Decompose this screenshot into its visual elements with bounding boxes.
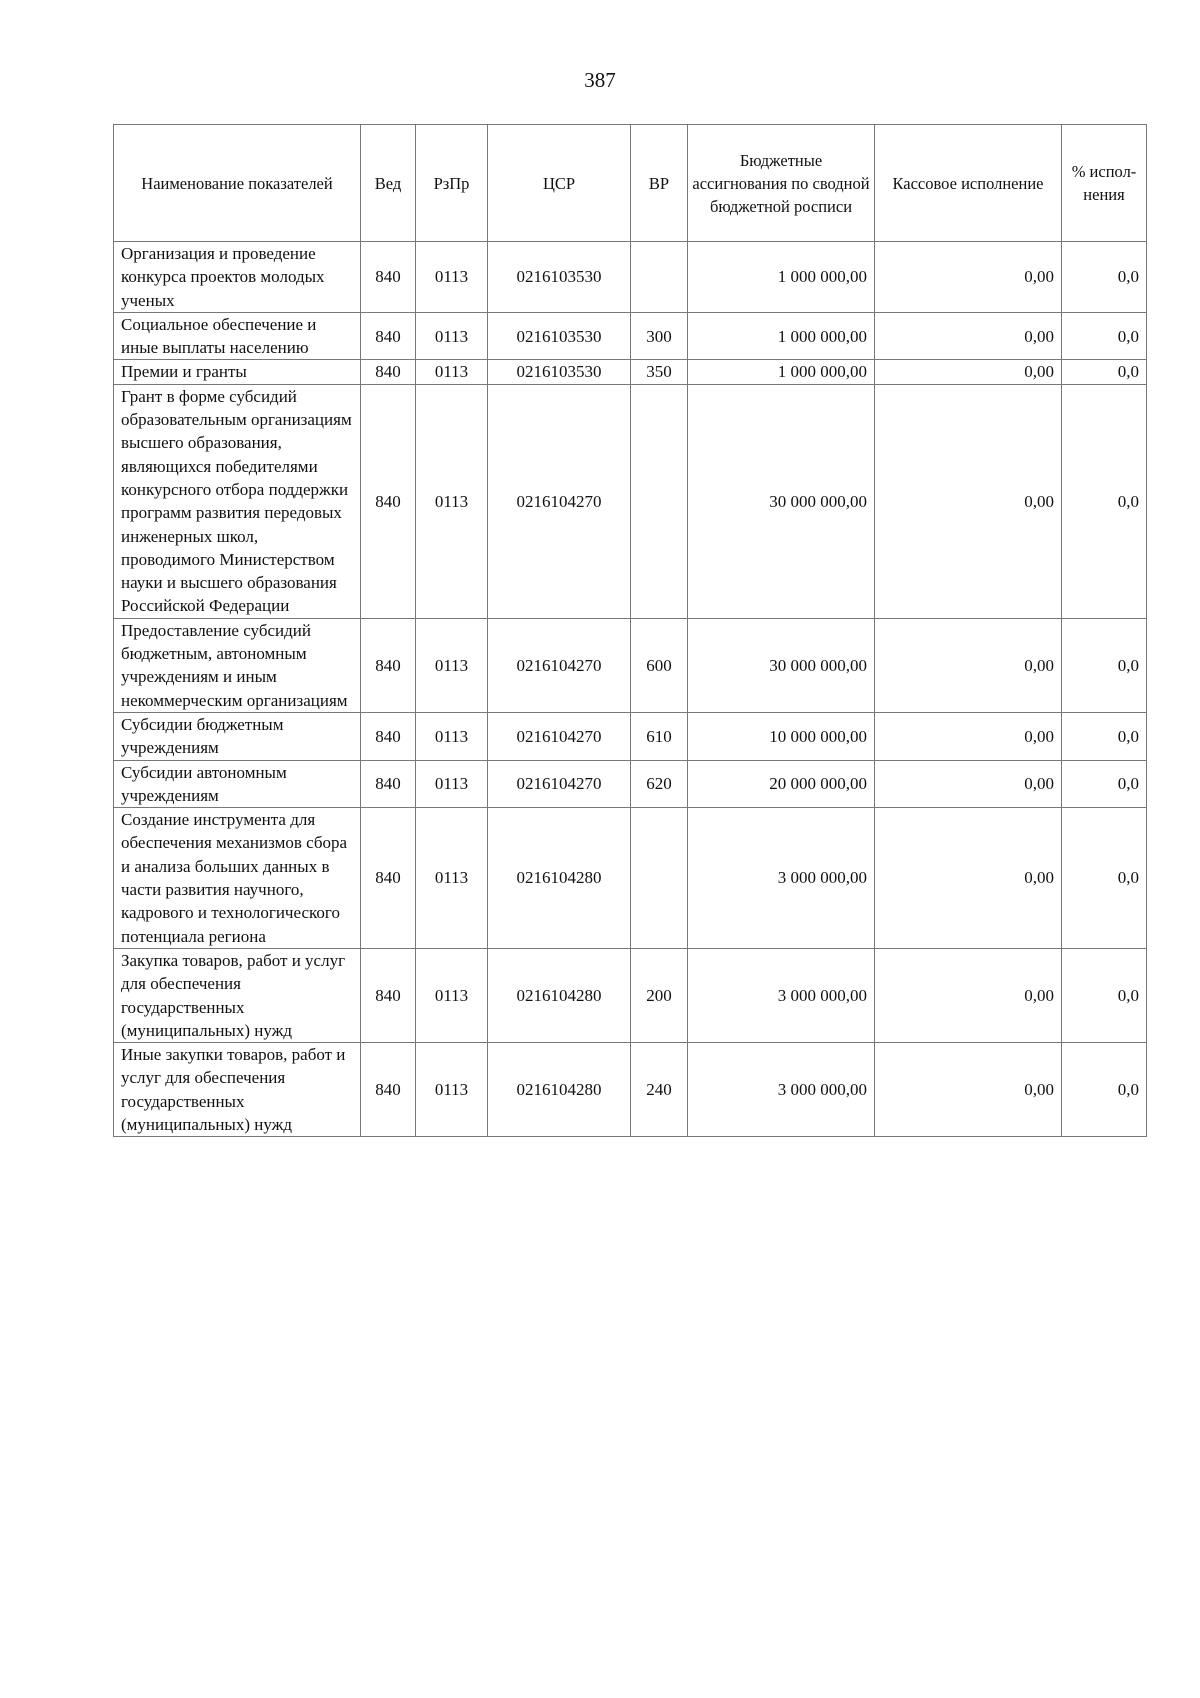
row-rzpr: 0113 [416, 712, 488, 760]
row-ved: 840 [361, 312, 416, 360]
row-budget: 1 000 000,00 [688, 242, 875, 313]
row-name: Субсидии автономным учреждениям [114, 760, 361, 808]
row-ved: 840 [361, 808, 416, 949]
table-row [114, 618, 1147, 712]
row-vr: 600 [631, 618, 688, 712]
table-row [114, 312, 1147, 360]
row-ved: 840 [361, 948, 416, 1042]
row-csr: 0216104280 [488, 1043, 631, 1137]
row-cash: 0,00 [875, 312, 1062, 360]
row-cash: 0,00 [875, 1043, 1062, 1137]
row-budget: 30 000 000,00 [688, 618, 875, 712]
row-rzpr: 0113 [416, 618, 488, 712]
table-header-row [114, 125, 1147, 242]
table-row [114, 712, 1147, 760]
row-percent: 0,0 [1062, 618, 1147, 712]
row-vr [631, 384, 688, 618]
row-name: Премии и гранты [114, 360, 361, 384]
row-ved: 840 [361, 360, 416, 384]
row-name: Социальное обеспечение и иные выплаты населению [114, 312, 361, 360]
row-name: Субсидии бюджетным учреждениям [114, 712, 361, 760]
header-vr: ВР [631, 125, 688, 242]
row-budget: 3 000 000,00 [688, 948, 875, 1042]
row-ved: 840 [361, 384, 416, 618]
row-cash: 0,00 [875, 712, 1062, 760]
row-vr: 300 [631, 312, 688, 360]
row-vr: 240 [631, 1043, 688, 1137]
row-cash: 0,00 [875, 760, 1062, 808]
row-vr: 350 [631, 360, 688, 384]
header-budget: Бюджетные ассигнования по сводной бюджетной росписи [688, 125, 875, 242]
row-budget: 1 000 000,00 [688, 312, 875, 360]
row-percent: 0,0 [1062, 242, 1147, 313]
row-name: Организация и проведение конкурса проектов молодых ученых [114, 242, 361, 313]
row-ved: 840 [361, 712, 416, 760]
row-budget: 3 000 000,00 [688, 808, 875, 949]
row-csr: 0216103530 [488, 242, 631, 313]
row-csr: 0216103530 [488, 312, 631, 360]
row-rzpr: 0113 [416, 1043, 488, 1137]
row-name: Иные закупки товаров, работ и услуг для обеспечения государственных (муниципальных) нужд [114, 1043, 361, 1137]
row-csr: 0216103530 [488, 360, 631, 384]
table-row [114, 242, 1147, 313]
row-rzpr: 0113 [416, 384, 488, 618]
row-percent: 0,0 [1062, 360, 1147, 384]
row-csr: 0216104280 [488, 808, 631, 949]
row-percent: 0,0 [1062, 808, 1147, 949]
row-vr: 620 [631, 760, 688, 808]
table-row [114, 948, 1147, 1042]
row-ved: 840 [361, 760, 416, 808]
row-percent: 0,0 [1062, 760, 1147, 808]
row-cash: 0,00 [875, 948, 1062, 1042]
header-name: Наименование показателей [114, 125, 361, 242]
row-csr: 0216104270 [488, 760, 631, 808]
budget-execution-table [113, 124, 1147, 1137]
row-vr: 610 [631, 712, 688, 760]
header-rzpr: РзПр [416, 125, 488, 242]
row-percent: 0,0 [1062, 948, 1147, 1042]
row-csr: 0216104270 [488, 384, 631, 618]
row-budget: 1 000 000,00 [688, 360, 875, 384]
row-rzpr: 0113 [416, 808, 488, 949]
row-percent: 0,0 [1062, 312, 1147, 360]
row-rzpr: 0113 [416, 360, 488, 384]
row-csr: 0216104270 [488, 618, 631, 712]
table-row [114, 384, 1147, 618]
row-budget: 20 000 000,00 [688, 760, 875, 808]
row-name: Грант в форме субсидий образовательным организациям высшего образования, являющихся победителями конкурсного отбора поддержки программ развития передовых инженерных школ, проводимого Министерством науки и высшего образования Российской Федерации [114, 384, 361, 618]
row-cash: 0,00 [875, 360, 1062, 384]
page-number: 387 [584, 68, 616, 92]
header-percent: % испол-нения [1062, 125, 1147, 242]
row-name: Создание инструмента для обеспечения механизмов сбора и анализа больших данных в части развития научного, кадрового и технологического потенциала региона [114, 808, 361, 949]
row-cash: 0,00 [875, 384, 1062, 618]
row-rzpr: 0113 [416, 760, 488, 808]
row-rzpr: 0113 [416, 242, 488, 313]
row-cash: 0,00 [875, 618, 1062, 712]
row-csr: 0216104280 [488, 948, 631, 1042]
row-budget: 30 000 000,00 [688, 384, 875, 618]
row-name: Предоставление субсидий бюджетным, автономным учреждениям и иным некоммерческим организациям [114, 618, 361, 712]
table-row [114, 1043, 1147, 1137]
row-ved: 840 [361, 618, 416, 712]
row-cash: 0,00 [875, 242, 1062, 313]
header-cash: Кассовое исполнение [875, 125, 1062, 242]
header-ved: Вед [361, 125, 416, 242]
row-percent: 0,0 [1062, 384, 1147, 618]
row-rzpr: 0113 [416, 312, 488, 360]
row-percent: 0,0 [1062, 712, 1147, 760]
row-percent: 0,0 [1062, 1043, 1147, 1137]
row-cash: 0,00 [875, 808, 1062, 949]
row-vr [631, 808, 688, 949]
row-name: Закупка товаров, работ и услуг для обеспечения государственных (муниципальных) нужд [114, 948, 361, 1042]
table-row [114, 760, 1147, 808]
header-csr: ЦСР [488, 125, 631, 242]
row-ved: 840 [361, 1043, 416, 1137]
row-rzpr: 0113 [416, 948, 488, 1042]
row-budget: 3 000 000,00 [688, 1043, 875, 1137]
row-vr [631, 242, 688, 313]
table-row [114, 360, 1147, 384]
row-budget: 10 000 000,00 [688, 712, 875, 760]
row-csr: 0216104270 [488, 712, 631, 760]
table-row [114, 808, 1147, 949]
row-vr: 200 [631, 948, 688, 1042]
row-ved: 840 [361, 242, 416, 313]
